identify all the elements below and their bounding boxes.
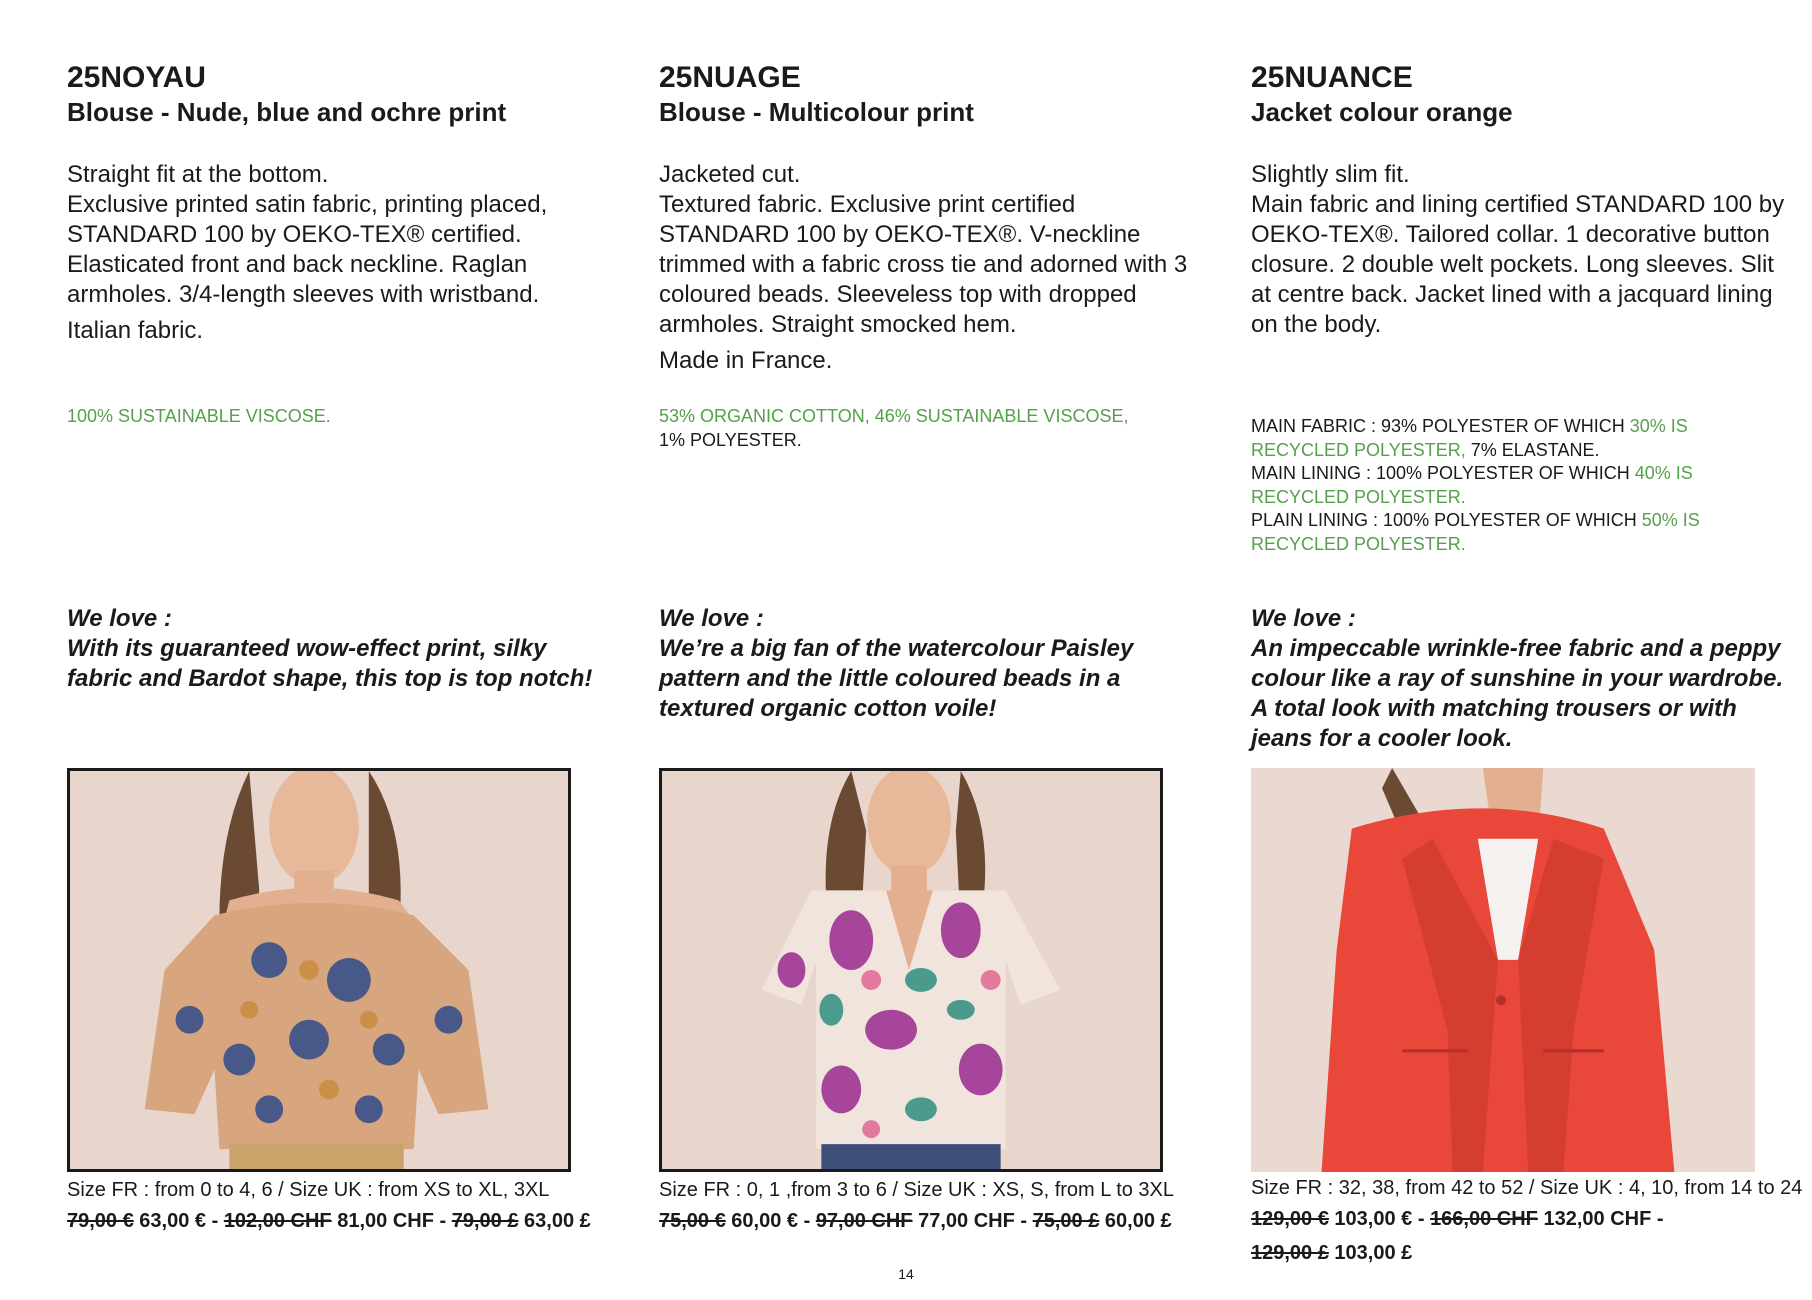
composition-line: MAIN FABRIC : 93% POLYESTER OF WHICH 30% IS <box>1251 416 1688 436</box>
composition-sustainable: 53% ORGANIC COTTON, 46% SUSTAINABLE VISCOSE, <box>659 406 1129 426</box>
old-price-chf: 166,00 CHF <box>1430 1208 1538 1230</box>
old-price-gbp: 75,00 £ <box>1032 1210 1100 1232</box>
we-love-heading: We love : <box>659 605 764 632</box>
composition-line: RECYCLED POLYESTER. <box>1251 486 1466 507</box>
product-photo <box>67 768 571 1172</box>
origin-text: Made in France. <box>659 347 833 374</box>
new-price-eur: 60,00 € <box>731 1210 799 1232</box>
price-line: 75,00 € 60,00 € - 97,00 CHF 77,00 CHF - 75,00 £ 60,00 £ <box>659 1210 1172 1232</box>
page-number: 14 <box>898 1266 914 1282</box>
model-blouse-image <box>70 771 568 1169</box>
new-price-eur: 63,00 € <box>139 1210 207 1232</box>
model-jacket-image <box>1251 768 1755 1172</box>
product-photo <box>659 768 1163 1172</box>
description-line: Textured fabric. Exclusive print certified STANDARD 100 by OEKO-TEX®. V-neckline trimmed with a fabric cross tie and adorned with 3 coloured beads. Sleeveless top with dropped armholes. Straight smocked hem. <box>659 191 1188 338</box>
size-info: Size FR : from 0 to 4, 6 / Size UK : from XS to XL, 3XL <box>67 1179 550 1201</box>
product-code: 25NOYAU <box>67 61 206 94</box>
product-title: Blouse - Multicolour print <box>659 97 974 127</box>
description-line: Straight fit at the bottom. <box>67 161 329 188</box>
composition-line: RECYCLED POLYESTER, 7% ELASTANE. <box>1251 439 1600 460</box>
description-line: Jacketed cut. <box>659 161 801 188</box>
we-love-block <box>1251 604 1791 754</box>
we-love-text: An impeccable wrinkle-free fabric and a peppy colour like a ray of sunshine in your wardrobe. A total look with matching trousers or with jeans for a cooler look. <box>1251 635 1784 752</box>
old-price-chf: 102,00 CHF <box>223 1210 332 1232</box>
product-description <box>659 160 1199 376</box>
new-price-chf: 77,00 CHF <box>918 1210 1015 1232</box>
we-love-text: With its guaranteed wow-effect print, silky fabric and Bardot shape, this top is top notch! <box>67 635 593 692</box>
product-code: 25NUAGE <box>659 61 801 94</box>
price-line: 129,00 € 103,00 € - 166,00 CHF 132,00 CHF - 129,00 £ 103,00 £ <box>1251 1208 1664 1264</box>
size-info: Size FR : 0, 1 ,from 3 to 6 / Size UK : XS, S, from L to 3XL <box>659 1179 1175 1201</box>
price-line: 79,00 € 63,00 € - 102,00 CHF 81,00 CHF - 79,00 £ 63,00 £ <box>67 1210 591 1232</box>
old-price-gbp: 79,00 £ <box>451 1210 519 1232</box>
composition-line: PLAIN LINING : 100% POLYESTER OF WHICH 50% IS <box>1251 510 1700 530</box>
old-price-eur: 79,00 € <box>67 1210 134 1232</box>
old-price-gbp: 129,00 £ <box>1251 1242 1329 1264</box>
we-love-block <box>67 604 607 694</box>
we-love-text: We’re a big fan of the watercolour Paisley pattern and the little coloured beads in a textured organic cotton voile! <box>659 635 1134 722</box>
product-title: Blouse - Nude, blue and ochre print <box>67 97 507 127</box>
description-line: Main fabric and lining certified STANDARD 100 by OEKO-TEX®. Tailored collar. 1 decorative button closure. 2 double welt pockets. Long sleeves. Slit at centre back. Jacket lined with a jacquard lining on the body. <box>1251 191 1785 338</box>
new-price-gbp: 63,00 £ <box>524 1210 591 1232</box>
new-price-gbp: 103,00 £ <box>1334 1242 1413 1264</box>
composition-other: 1% POLYESTER. <box>659 429 802 450</box>
description-line: Slightly slim fit. <box>1251 161 1410 188</box>
product-title: Jacket colour orange <box>1251 97 1513 127</box>
new-price-gbp: 60,00 £ <box>1104 1210 1172 1232</box>
product-code: 25NUANCE <box>1251 61 1413 94</box>
product-column-25noyau <box>67 60 627 1232</box>
product-photo <box>1251 768 1755 1172</box>
composition <box>1251 415 1791 556</box>
composition <box>67 405 607 429</box>
we-love-block <box>659 604 1199 724</box>
we-love-heading: We love : <box>67 605 172 632</box>
description-line: Exclusive printed satin fabric, printing placed, STANDARD 100 by OEKO-TEX® certified. Elasticated front and back neckline. Raglan armholes. 3/4-length sleeves with wristband. <box>67 191 548 308</box>
composition <box>659 405 1199 452</box>
composition-line: RECYCLED POLYESTER. <box>1251 533 1466 554</box>
we-love-heading: We love : <box>1251 605 1356 632</box>
composition-line: MAIN LINING : 100% POLYESTER OF WHICH 40% IS <box>1251 463 1693 483</box>
old-price-eur: 75,00 € <box>659 1210 726 1232</box>
new-price-chf: 81,00 CHF <box>337 1210 434 1232</box>
new-price-chf: 132,00 CHF <box>1543 1208 1652 1230</box>
product-column-25nuage <box>659 60 1219 1232</box>
product-column-25nuance <box>1251 60 1811 1264</box>
old-price-chf: 97,00 CHF <box>815 1210 913 1232</box>
origin-text: Italian fabric. <box>67 317 204 344</box>
new-price-eur: 103,00 € <box>1334 1208 1413 1230</box>
product-description <box>67 160 607 346</box>
composition-sustainable: 100% SUSTAINABLE VISCOSE. <box>67 406 331 426</box>
old-price-eur: 129,00 € <box>1251 1208 1329 1230</box>
model-blouse-image <box>662 771 1160 1169</box>
product-description <box>1251 160 1791 340</box>
size-info: Size FR : 32, 38, from 42 to 52 / Size UK : 4, 10, from 14 to 24 <box>1251 1177 1803 1199</box>
